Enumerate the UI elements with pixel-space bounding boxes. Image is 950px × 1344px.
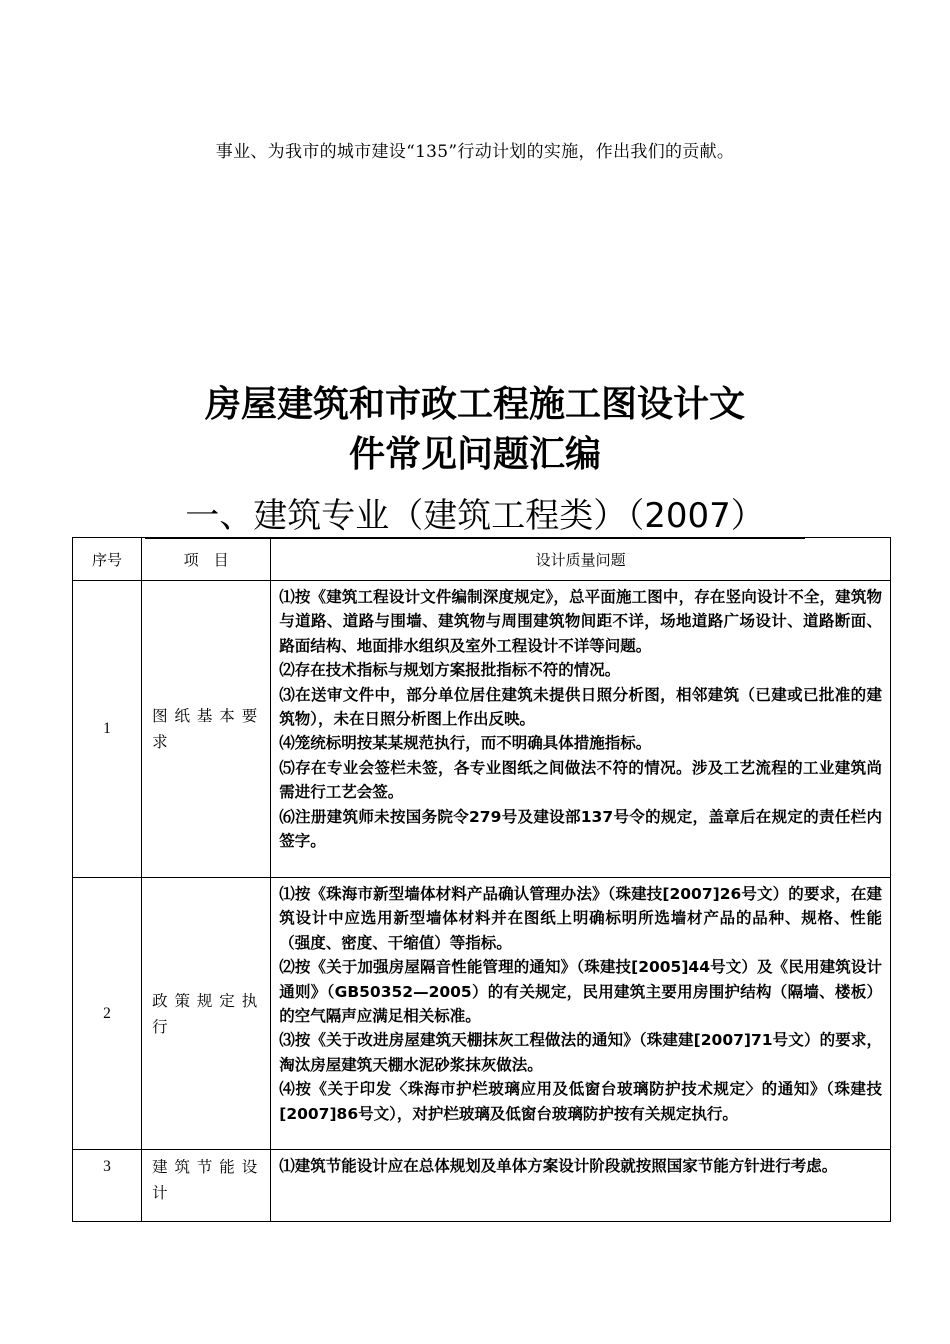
table-row — [73, 1150, 891, 1222]
table-row — [73, 878, 891, 1150]
document-title — [0, 380, 950, 480]
table-header-row — [73, 538, 891, 581]
header-item: 项 目 — [142, 538, 271, 581]
issue-text: ⑴建筑节能设计应在总体规划及单体方案设计阶段就按照国家节能方针进行考虑。 — [279, 1157, 838, 1175]
issue-text: ⑴按《建筑工程设计文件编制深度规定》，总平面施工图中，存在竖向设计不全，建筑物与道路、道路与围墙、建筑物与周围建筑物间距不详，场地道路广场设计、道路断面、路面结构、地面排水组织及室外工程设计不详等问题。 — [279, 588, 882, 655]
row-number: 1 — [73, 581, 142, 878]
issue-text: ⑶在送审文件中，部分单位居住建筑未提供日照分析图，相邻建筑（已建或已批准的建筑物），未在日照分析图上作出反映。 — [279, 685, 882, 729]
row-issues — [271, 581, 891, 878]
row-issues — [271, 1150, 891, 1222]
row-item: 建筑节能设计 — [142, 1150, 271, 1222]
row-number: 2 — [73, 878, 142, 1150]
section-heading: 一、建筑专业（建筑工程类）（2007） — [145, 494, 805, 539]
document-title-line-2: 件常见问题汇编 — [348, 434, 601, 475]
issue-text: ⑷笼统标明按某某规范执行，而不明确具体措施指标。 — [279, 734, 652, 753]
issue-text: ⑷按《关于印发〈珠海市护栏玻璃应用及低窗台玻璃防护技术规定〉的通知》（珠建技[2007]86号文），对护栏玻璃及低窗台玻璃防护按有关规定执行。 — [279, 1080, 882, 1123]
row-issues — [271, 878, 891, 1150]
table-row — [73, 581, 891, 878]
issue-text: ⑵存在技术指标与规划方案报批指标不符的情况。 — [279, 661, 621, 680]
document-title-line-1: 房屋建筑和市政工程施工图设计文 — [204, 384, 745, 425]
design-issues-table — [72, 537, 891, 1222]
issue-text: ⑹注册建筑师未按国务院令279号及建设部137号令的规定，盖章后在规定的责任栏内签字。 — [279, 807, 882, 851]
intro-paragraph-line: 事业、为我市的城市建设“135”行动计划的实施，作出我们的贡献。 — [215, 142, 735, 162]
row-item: 图纸基本要求 — [142, 581, 271, 878]
issue-text: ⑴按《珠海市新型墙体材料产品确认管理办法》（珠建技[2007]26号文）的要求，在建筑设计中应选用新型墙体材料并在图纸上明确标明所选墙材产品的品种、规格、性能（强度、密度、干缩值）等指标。 — [279, 885, 882, 952]
issue-text: ⑵按《关于加强房屋隔音性能管理的通知》（珠建技[2005]44号文）及《民用建筑设计通则》（GB50352—2005）的有关规定，民用建筑主要用房围护结构（隔墙、楼板）的空气隔声应满足相关标准。 — [279, 958, 882, 1026]
header-number: 序号 — [73, 538, 142, 581]
issue-text: ⑶按《关于改进房屋建筑天棚抹灰工程做法的通知》（珠建建[2007]71号文）的要求，淘汰房屋建筑天棚水泥砂浆抹灰做法。 — [279, 1031, 882, 1074]
row-item: 政策规定执行 — [142, 878, 271, 1150]
row-number: 3 — [73, 1150, 142, 1222]
header-issues: 设计质量问题 — [271, 538, 891, 581]
issue-text: ⑸存在专业会签栏未签，各专业图纸之间做法不符的情况。涉及工艺流程的工业建筑尚需进行工艺会签。 — [279, 758, 882, 802]
